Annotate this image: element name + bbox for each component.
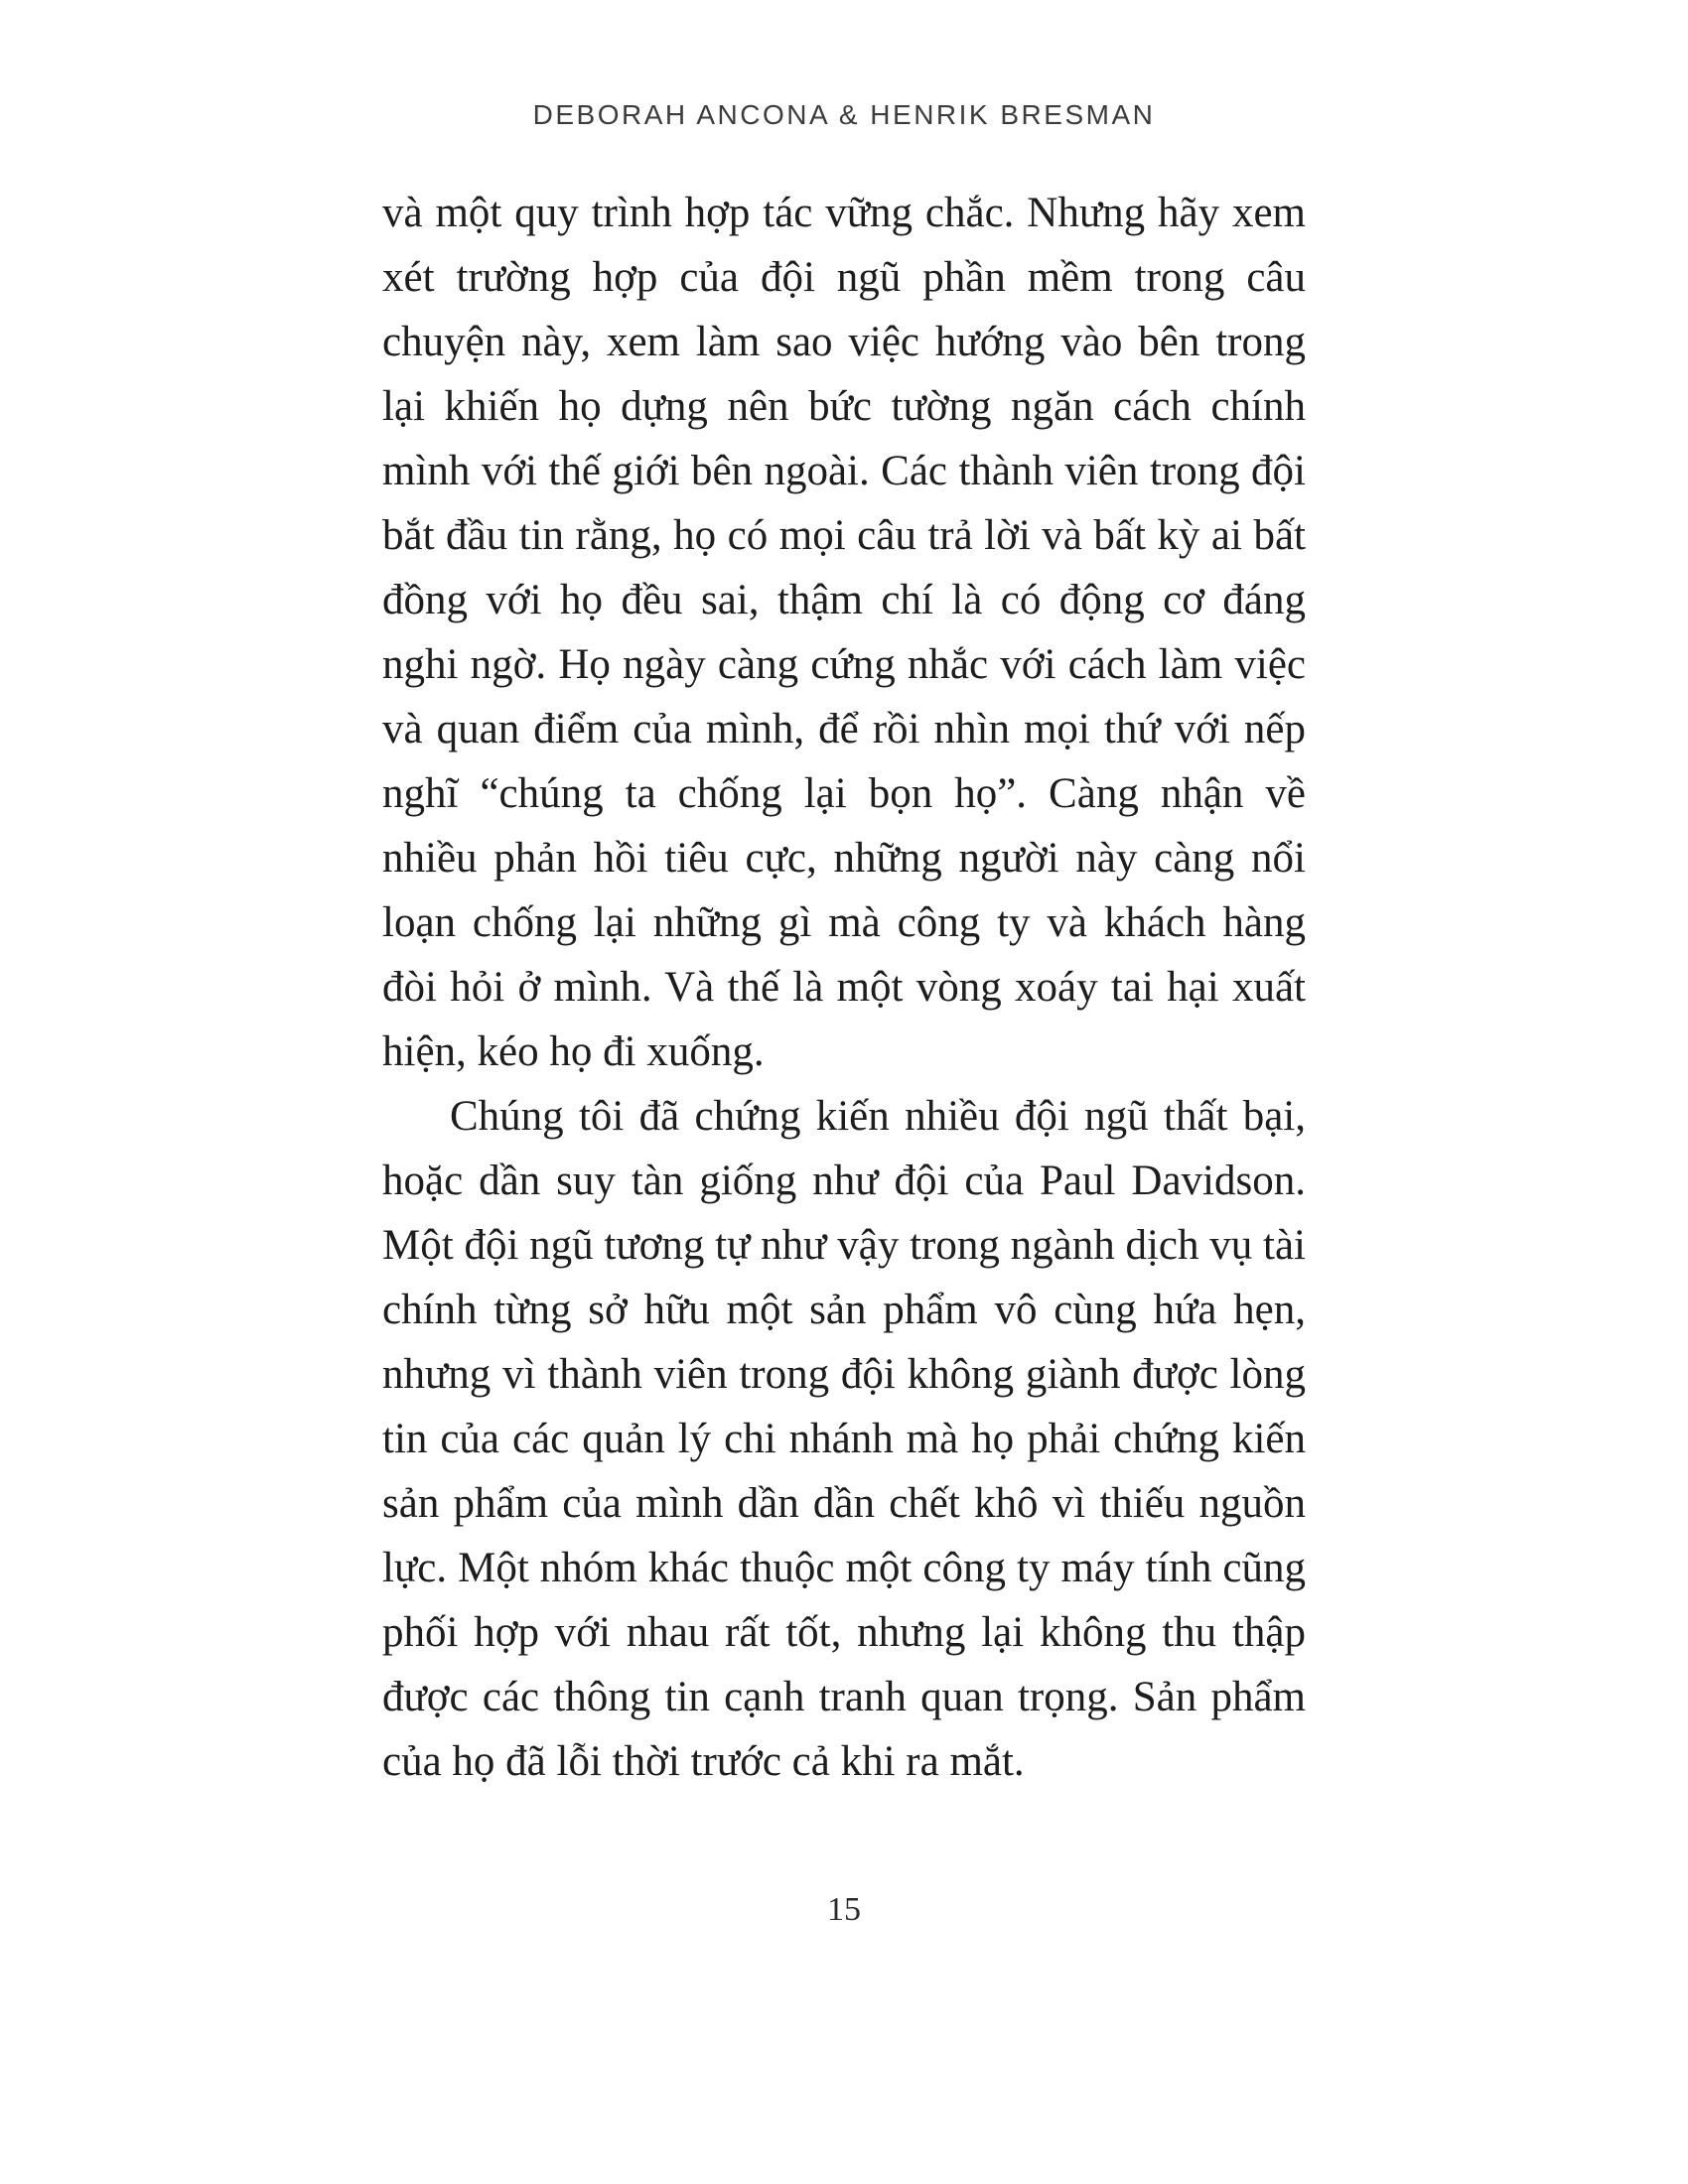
paragraph-continuation: và một quy trình hợp tác vững chắc. Nhưng hãy xem xét trường hợp của đội ngũ phần mềm trong câu chuyện này, xem làm sao việc hướng vào bên trong lại khiến họ dựng nên bức tường ngăn cách chính mình với thế giới bên ngoài. Các thành viên trong đội bắt đầu tin rằng, họ có mọi câu trả lời và bất kỳ ai bất đồng với họ đều sai, thậm chí là có động cơ đáng nghi ngờ. Họ ngày càng cứng nhắc với cách làm việc và quan điểm của mình, để rồi nhìn mọi thứ với nếp nghĩ “chúng ta chống lại bọn họ”. Càng nhận về nhiều phản hồi tiêu cực, những người này càng nổi loạn chống lại những gì mà công ty và khách hàng đòi hỏi ở mình. Và thế là một vòng xoáy tai hại xuất hiện, kéo họ đi xuống. — [382, 190, 1306, 1075]
running-header: DEBORAH ANCONA & HENRIK BRESMAN — [532, 99, 1156, 130]
page-number: 15 — [827, 1891, 861, 1928]
paragraph: Chúng tôi đã chứng kiến nhiều đội ngũ thất bại, hoặc dần suy tàn giống như đội của Paul Davidson. Một đội ngũ tương tự như vậy trong ngành dịch vụ tài chính từng sở hữu một sản phẩm vô cùng hứa hẹn, nhưng vì thành viên trong đội không giành được lòng tin của các quản lý chi nhánh mà họ phải chứng kiến sản phẩm của mình dần dần chết khô vì thiếu nguồn lực. Một nhóm khác thuộc một công ty máy tính cũng phối hợp với nhau rất tốt, nhưng lại không thu thập được các thông tin cạnh tranh quan trọng. Sản phẩm của họ đã lỗi thời trước cả khi ra mắt. — [382, 1093, 1306, 1785]
text-block — [382, 181, 1306, 1794]
